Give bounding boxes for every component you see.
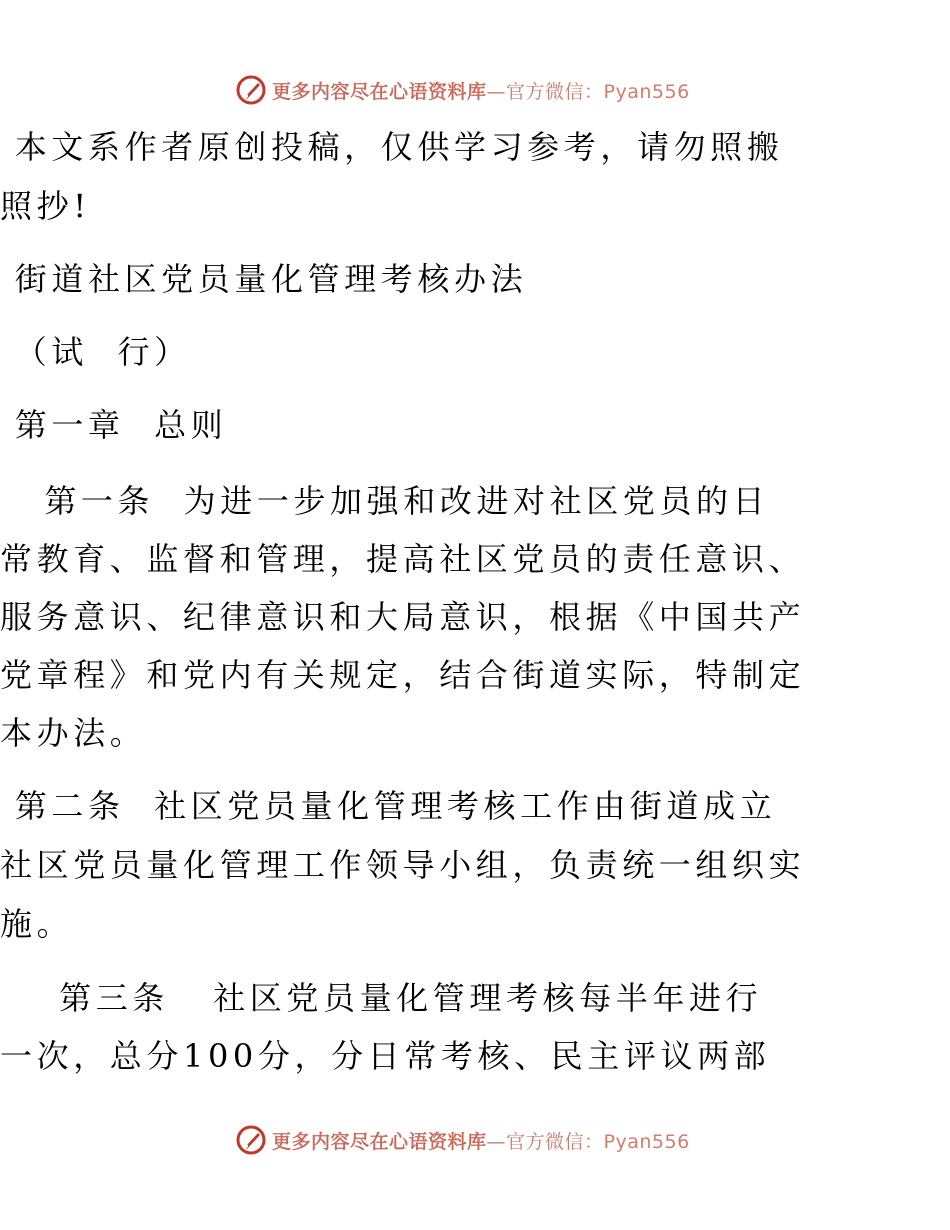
article-1-line-5: 本办法。 <box>0 714 147 752</box>
watermark-text <box>272 77 690 104</box>
article-2-line-3: 施。 <box>0 905 74 943</box>
header-watermark <box>236 74 690 106</box>
text-line-1: 本文系作者原创投稿，仅供学习参考，请勿照搬 <box>0 128 784 166</box>
article-1-line-3: 服务意识、纪律意识和大局意识，根据《中国共产 <box>0 598 806 636</box>
chapter-heading: 第一章 总则 <box>0 406 228 444</box>
watermark-brand: 更多内容尽在心语资料库 <box>272 80 487 103</box>
document-subtitle: （试 行） <box>0 333 191 371</box>
quill-logo-icon <box>236 75 266 105</box>
watermark-text <box>272 1127 690 1154</box>
article-3-line-2: 一次，总分100分，分日常考核、民主评议两部 <box>0 1037 771 1075</box>
quill-logo-icon <box>236 1125 266 1155</box>
document-title: 街道社区党员量化管理考核办法 <box>0 260 528 298</box>
article-3-line-1: 第三条 社区党员量化管理考核每半年进行 <box>0 979 763 1017</box>
article-1-line-2: 常教育、监督和管理，提高社区党员的责任意识、 <box>0 540 806 578</box>
footer-watermark <box>236 1124 690 1156</box>
watermark-dash: — <box>486 80 507 103</box>
article-1-line-4: 党章程》和党内有关规定，结合街道实际，特制定 <box>0 656 806 694</box>
article-2-line-2: 社区党员量化管理工作领导小组，负责统一组织实 <box>0 846 806 884</box>
watermark-official: 官方微信： <box>506 1130 604 1153</box>
text-line-2: 照抄! <box>0 187 91 225</box>
watermark-wechat-id: Pyan556 <box>603 80 690 103</box>
watermark-official: 官方微信： <box>506 80 604 103</box>
watermark-dash: — <box>486 1130 507 1153</box>
watermark-brand: 更多内容尽在心语资料库 <box>272 1130 487 1153</box>
article-1-line-1: 第一条 为进一步加强和改进对社区党员的日 <box>0 482 770 520</box>
article-2-line-1: 第二条 社区党员量化管理考核工作由街道成立 <box>0 787 777 825</box>
watermark-wechat-id: Pyan556 <box>603 1130 690 1153</box>
